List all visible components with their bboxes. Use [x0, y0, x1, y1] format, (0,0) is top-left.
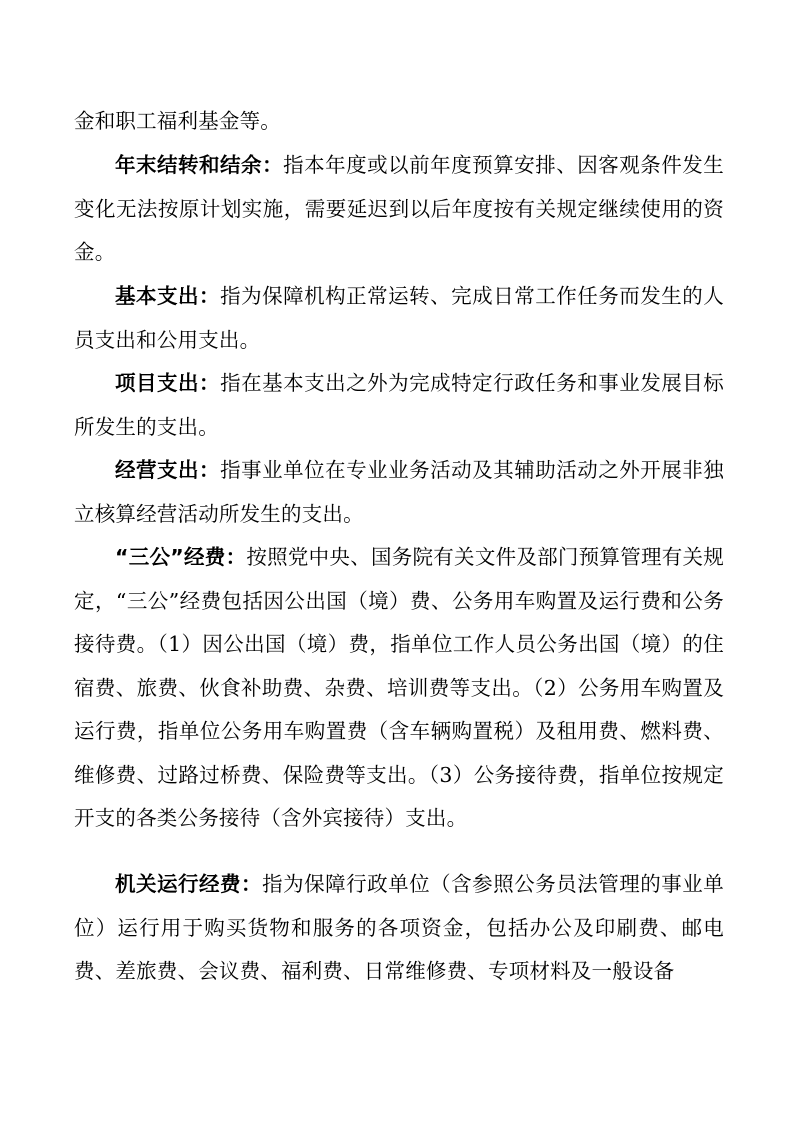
continuation-paragraph	[74, 100, 724, 144]
term-label: 经营支出：	[115, 458, 221, 482]
term-label: “三公”经费：	[115, 545, 247, 569]
definition-basic-expenditure	[74, 275, 724, 362]
definition-year-end-balance	[74, 144, 724, 275]
definition-project-expenditure	[74, 362, 724, 449]
definition-operating-expenditure	[74, 449, 724, 536]
definition-text: 指事业单位在专业业务活动及其辅助活动之外开展非独立核算经营活动所发生的支出。	[74, 458, 724, 526]
continuation-text: 金和职工福利基金等。	[74, 109, 281, 133]
definition-three-public-expenses	[74, 536, 724, 841]
term-label: 项目支出：	[115, 371, 221, 395]
term-label: 机关运行经费：	[115, 872, 263, 896]
term-label: 年末结转和结余：	[115, 153, 284, 177]
definition-text: 指为保障行政单位（含参照公务员法管理的事业单位）运行用于购买货物和服务的各项资金，包括办公及印刷费、邮电费、差旅费、会议费、福利费、日常维修费、专项材料及一般设备	[74, 872, 724, 983]
definition-text: 指本年度或以前年度预算安排、因客观条件发生变化无法按原计划实施，需要延迟到以后年度按有关规定继续使用的资金。	[74, 153, 724, 264]
term-label: 基本支出：	[115, 284, 221, 308]
definition-agency-operating-costs	[74, 863, 724, 994]
definition-text: 按照党中央、国务院有关文件及部门预算管理有关规定，“三公”经费包括因公出国（境）费、公务用车购置及运行费和公务接待费。（1）因公出国（境）费，指单位工作人员公务出国（境）的住宿费、旅费、伙食补助费、杂费、培训费等支出。（2）公务用车购置及运行费，指单位公务用车购置费（含车辆购置税）及租用费、燃料费、维修费、过路过桥费、保险费等支出。（3）公务接待费，指单位按规定开支的各类公务接待（含外宾接待）支出。	[74, 545, 724, 830]
definition-text: 指在基本支出之外为完成特定行政任务和事业发展目标所发生的支出。	[74, 371, 724, 439]
definition-text: 指为保障机构正常运转、完成日常工作任务而发生的人员支出和公用支出。	[74, 284, 724, 352]
